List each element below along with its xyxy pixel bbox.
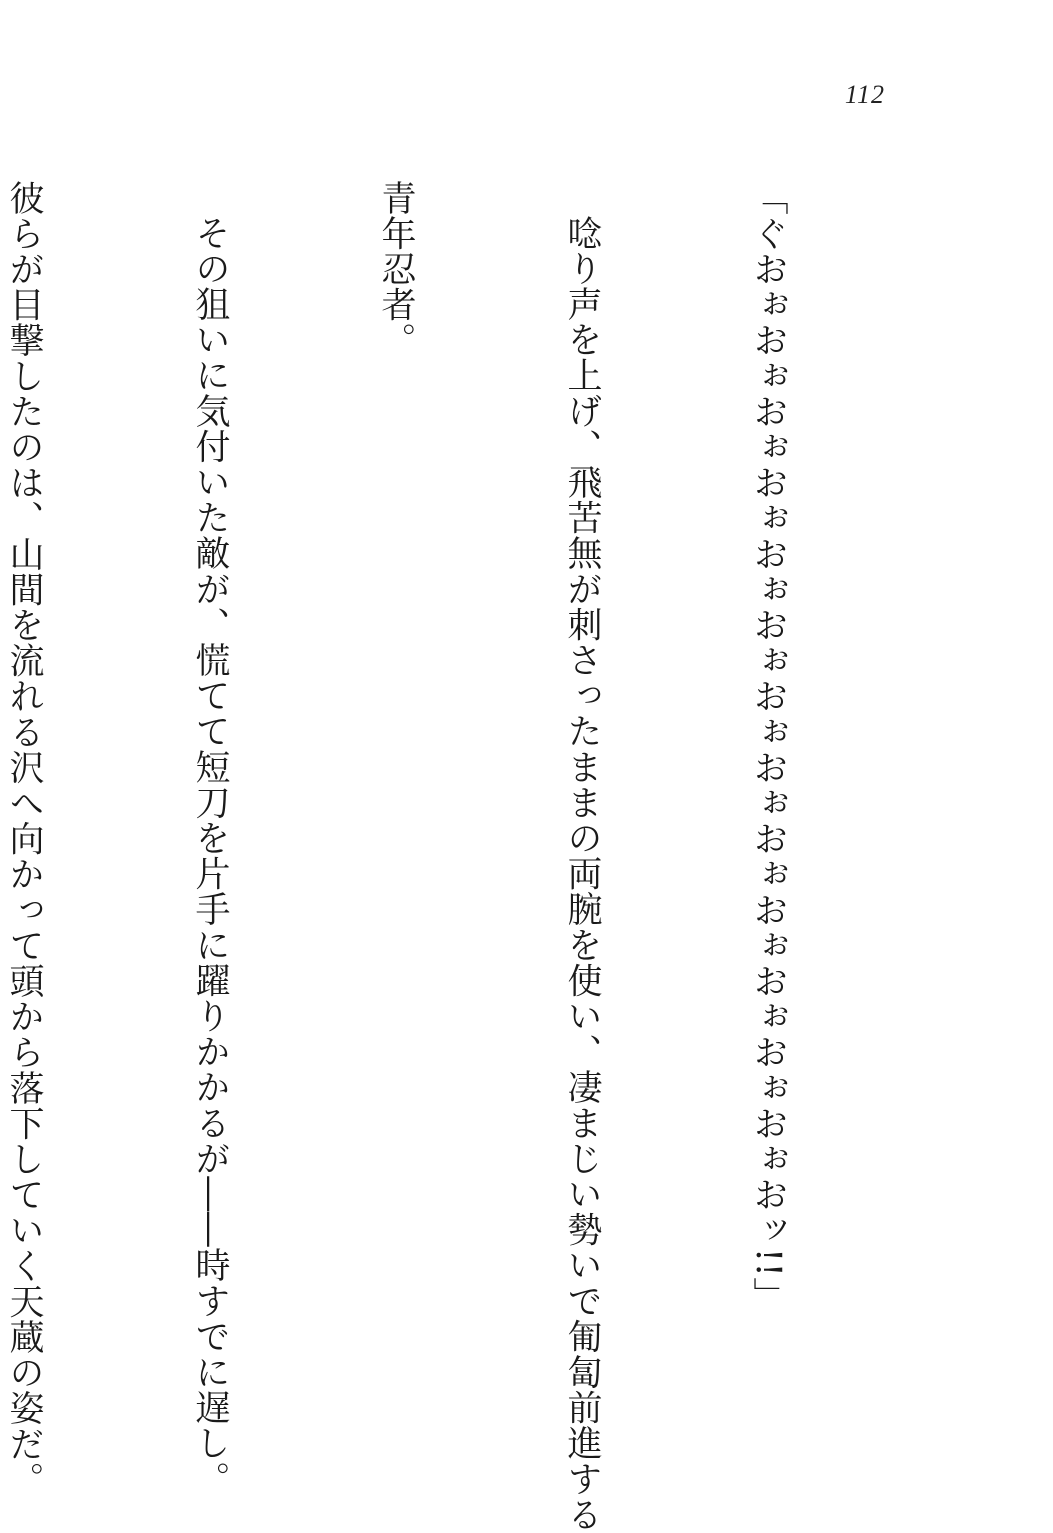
text-line: 青年忍者。 [376,180,416,358]
page-number: 112 [844,80,885,109]
text-line: 唸り声を上げ、飛苦無が刺さったままの両腕を使い、凄まじい勢いで匍匐前進する [562,215,602,1533]
text-line: 「ぐおぉおぉおぉおぉおぉおぉおぉおぉおぉおぉおぉおぉおぉおッ!!」 [748,180,788,1313]
text-line: 彼らが目撃したのは、山間を流れる沢へ向かって頭から落下していく天蔵の姿だ。 [4,180,44,1498]
text-line: その狙いに気付いた敵が、慌てて短刀を片手に躍りかかるが――時すでに遅し。 [190,215,230,1497]
body-text [0,180,923,1533]
